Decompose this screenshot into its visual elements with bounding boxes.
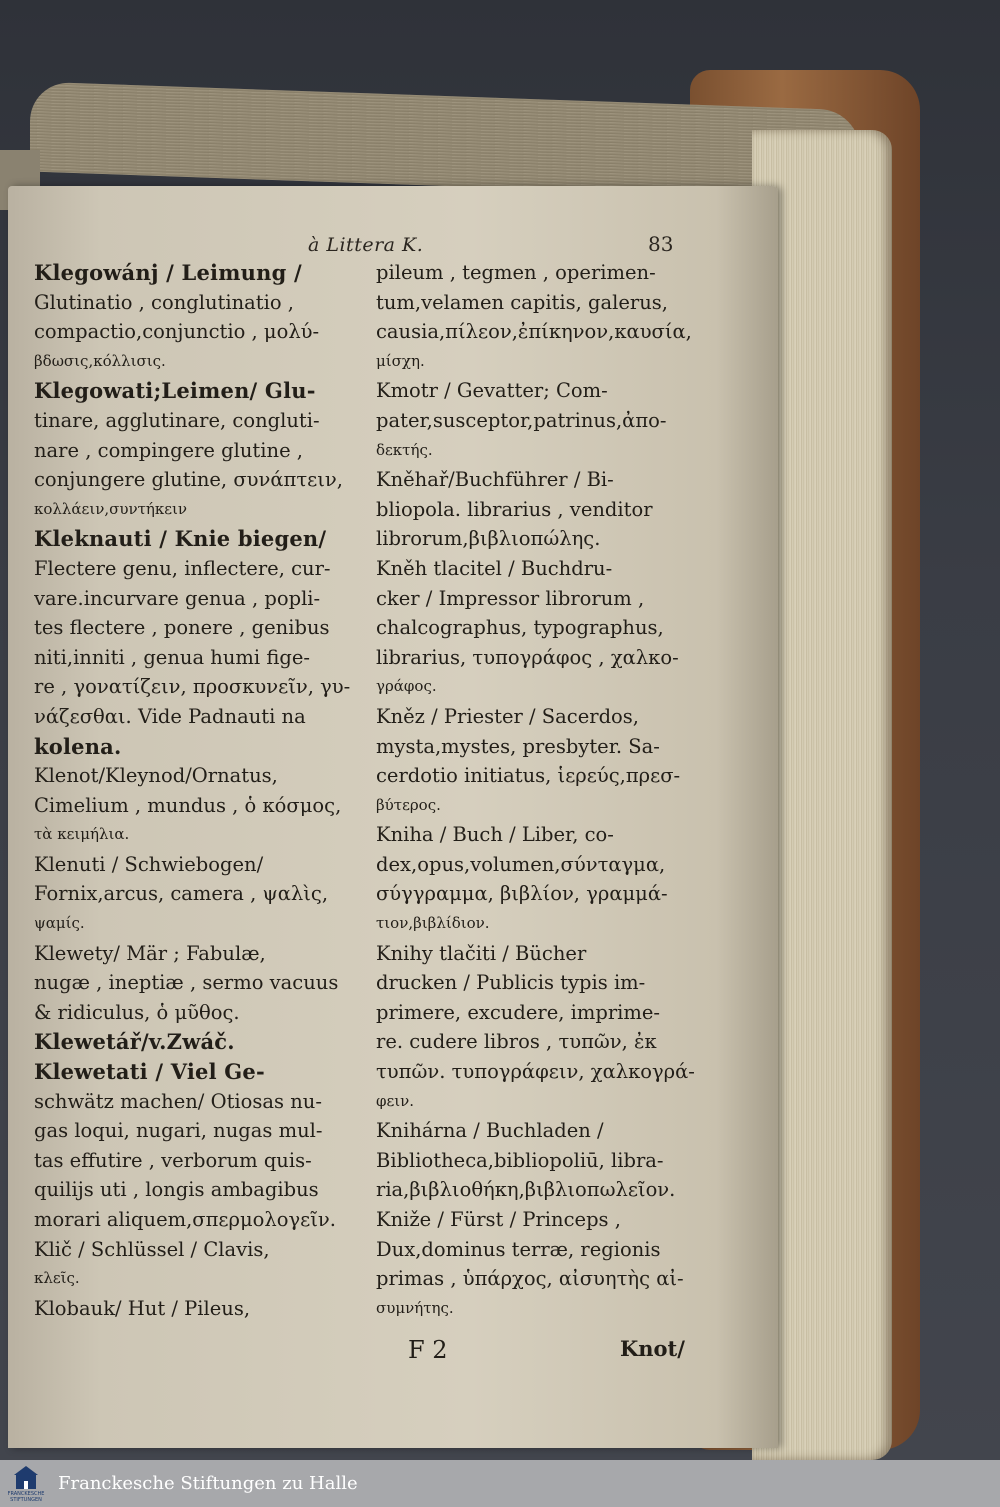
text-line: φειν. [376,1091,415,1110]
text-line: γράφος. [376,677,437,696]
text-line: Klič / Schlüssel / Clavis, [34,1237,270,1261]
logo-text: FRANCKESCHE STIFTUNGEN [7,1490,45,1503]
text-line: nugæ , ineptiæ , sermo vacuus [34,971,339,995]
text-line: schwätz machen/ Otiosas nu- [34,1089,322,1113]
text-line: σύγγραμμα, βιβλίον, γραμμά- [376,882,668,906]
text-line: re , γονατίζειν, προσκυνεῖν, γυ- [34,675,351,699]
text-line: Klegowati;Leimen/ Glu- [34,378,316,404]
text-line: ria,βιβλιοθήκη,βιβλιοπωλεῖον. [376,1178,676,1202]
text-line: tes flectere , ponere , genibus [34,616,330,640]
text-line: pileum , tegmen , operimen- [376,261,656,284]
text-line: chalcographus, typographus, [376,616,664,640]
text-line: tum,velamen capitis, galerus, [376,290,669,314]
text-line: τιον,βιβλίδιον. [376,914,490,933]
text-line: Kněz / Priester / Sacerdos, [376,704,639,728]
text-line: re. cudere libros , τυπῶν, ἐκ [376,1030,657,1054]
text-line: conjungere glutine, συνάπτειν, [34,468,343,492]
institution-bar [0,1460,1000,1507]
text-line: τυπῶν. τυπογράφειν, χαλκογρά- [376,1060,695,1084]
text-line: τὰ κειμήλια. [34,825,130,844]
building-icon [14,1465,38,1491]
text-line: Knihárna / Buchladen / [376,1119,604,1143]
text-line: librarius, τυπογράφος , χαλκο- [376,645,679,669]
text-line: Klewety/ Mär ; Fabulæ, [34,941,266,965]
text-line: mysta,mystes, presbyter. Sa- [376,734,660,758]
left-column [34,258,382,1323]
signature-mark: F 2 [408,1336,448,1364]
text-line: Cimelium , mundus , ὁ κόσμος, [34,793,342,817]
text-line: Kniže / Fürst / Princeps , [376,1208,621,1231]
text-line: cker / Impressor librorum , [376,586,645,610]
text-line: συμνήτης. [376,1298,454,1317]
text-line: κλεῖς. [34,1269,80,1288]
right-column [376,258,724,1323]
institution-logo [6,1464,46,1504]
text-line: bliopola. librarius , venditor [376,497,653,521]
text-line: tas effutire , verborum quis- [34,1148,312,1172]
text-line: βύτερος. [376,795,441,814]
institution-name: Franckesche Stiftungen zu Halle [58,1473,358,1494]
text-line: Klenuti / Schwiebogen/ [34,852,264,876]
text-line: Kněh tlacitel / Buchdru- [376,556,613,580]
text-line: Knihy tlačiti / Bücher [376,941,587,965]
text-line: βδωσις,κόλλισις. [34,351,166,370]
text-line: cerdotio initiatus, ἱερεύς,πρεσ- [376,764,681,788]
text-line: νάζεσθαι. Vide Padnauti na [34,704,306,728]
text-line: kolena. [34,733,122,759]
text-line: primas , ὑπάρχος, αἰσυητὴς αἰ- [376,1267,684,1291]
text-line: gas loqui, nugari, nugas mul- [34,1119,323,1143]
text-line: Bibliotheca,bibliopoliū, libra- [376,1148,664,1172]
book-page [8,186,778,1448]
text-line: Dux,dominus terræ, regionis [376,1237,661,1261]
text-line: κολλάειν,συντήκειν [34,499,187,518]
text-line: Kniha / Buch / Liber, co- [376,823,614,847]
text-line: ψαμίς. [34,914,85,933]
text-line: pater,susceptor,patrinus,ἀπο- [376,408,667,432]
text-line: dex,opus,volumen,σύνταγμα, [376,852,666,876]
text-line: δεκτής. [376,440,433,459]
text-line: Kněhař/Buchführer / Bi- [376,468,614,492]
text-line: Klenot/Kleynod/Ornatus, [34,764,278,788]
text-line: Klewetář/v.Zwáč. [34,1029,235,1055]
text-line: morari aliquem,σπερμολογεῖν. [34,1208,336,1231]
text-line: Klobauk/ Hut / Pileus, [34,1296,251,1320]
text-line: drucken / Publicis typis im- [376,971,646,995]
text-line: tinare, agglutinare, congluti- [34,408,320,432]
text-line: primere, excudere, imprime- [376,1000,661,1024]
text-line: compactio,conjunctio , μολύ- [34,320,320,344]
catchword: Knot/ [620,1336,685,1361]
text-line: Fornix,arcus, camera , ψαλὶς, [34,882,329,906]
text-line: vare.incurvare genua , popli- [34,586,321,610]
text-line: & ridiculus, ὁ μῦθος. [34,1000,240,1024]
text-line: Kleknauti / Knie biegen/ [34,526,327,552]
text-line: nare , compingere glutine , [34,438,304,462]
text-line: Klegowánj / Leimung / [34,260,302,285]
text-line: librorum,βιβλιοπώλης. [376,527,601,551]
text-line: Kmotr / Gevatter; Com- [376,379,608,403]
page-number: 83 [648,232,674,256]
text-line: μίσχη. [376,351,425,370]
text-line: niti,inniti , genua humi fige- [34,645,310,669]
text-line: Flectere genu, inflectere, cur- [34,556,331,580]
text-line: Glutinatio , conglutinatio , [34,290,295,314]
text-line: Klewetati / Viel Ge- [34,1059,265,1085]
running-header: à Littera K. [308,234,424,256]
text-line: quilijs uti , longis ambagibus [34,1178,319,1202]
text-line: causia,πίλεον,ἐπίκηνον,καυσία, [376,320,692,344]
